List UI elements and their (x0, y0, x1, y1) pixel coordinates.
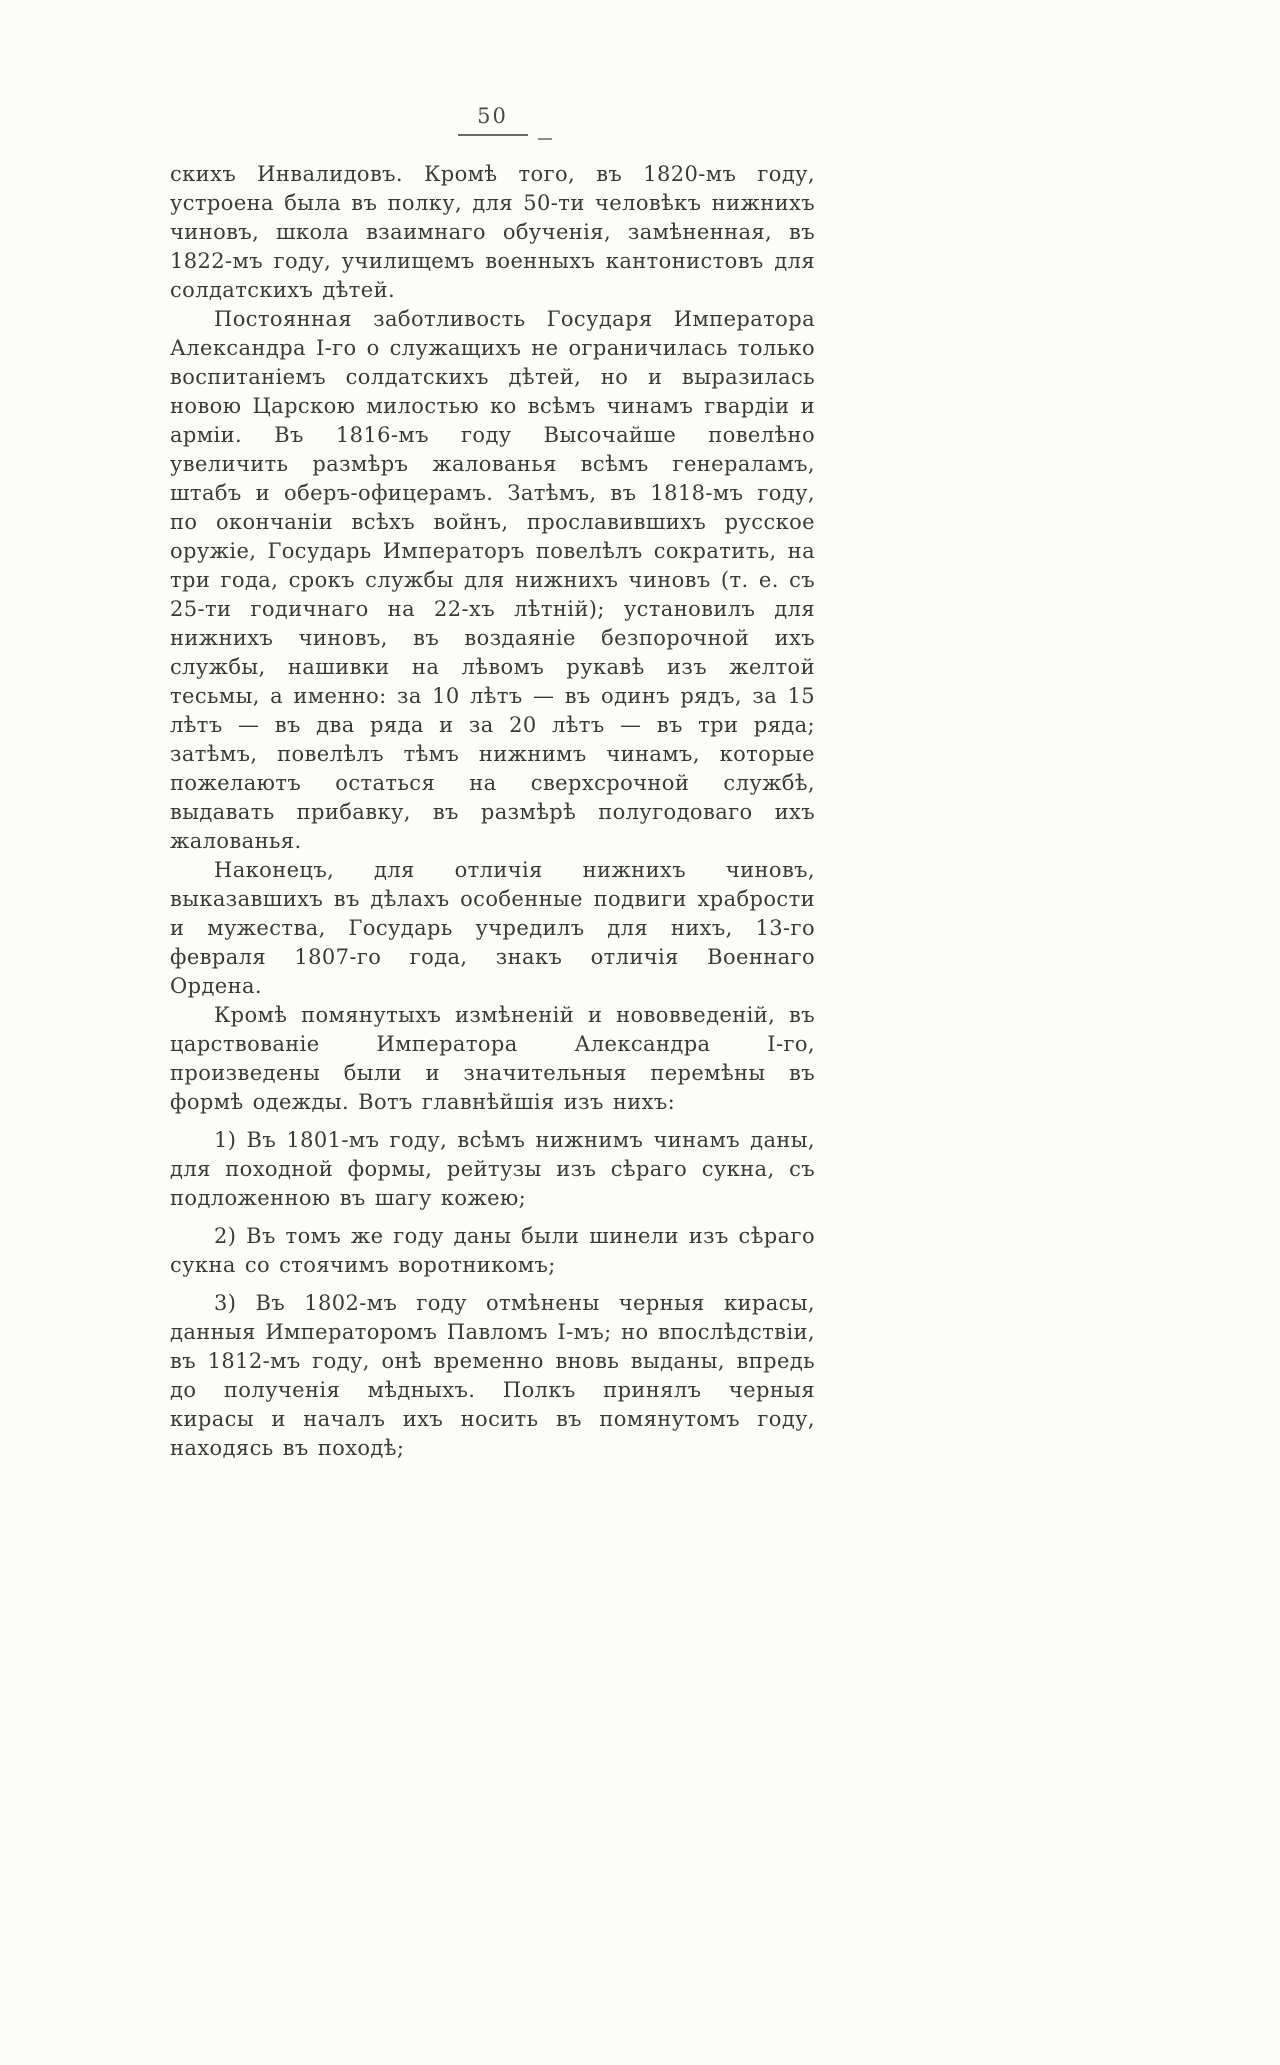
page-number-tick (538, 138, 552, 140)
page-number: 50 (477, 104, 508, 128)
paragraph: скихъ Инвалидовъ. Кромѣ того, въ 1820-мъ году, устроена была въ полку, для 50-ти человѣкъ нижнихъ чиновъ, школа взаимнаго обученія, замѣненная, въ 1822-мъ году, училищемъ военныхъ кантонистовъ для солдатскихъ дѣтей. (170, 162, 815, 302)
paragraph: 2) Въ томъ же году даны были шинели изъ сѣраго сукна со стоячимъ воротникомъ; (170, 1224, 815, 1277)
paragraph: Наконецъ, для отличія нижнихъ чиновъ, выказавшихъ въ дѣлахъ особенные подвиги храбрости и мужества, Государь учредилъ для нихъ, 13-го февраля 1807-го года, знакъ отличія Военнаго Ордена. (170, 858, 815, 998)
text-block (170, 160, 815, 1463)
page-header (170, 104, 815, 136)
page-number-rule (458, 134, 528, 136)
paragraph: 1) Въ 1801-мъ году, всѣмъ нижнимъ чинамъ даны, для походной формы, рейтузы изъ сѣраго сукна, съ подложенною въ шагу кожею; (170, 1128, 815, 1210)
paragraph: Кромѣ помянутыхъ измѣненій и нововведеній, въ царствованіе Императора Александра I-го, произведены были и значительныя перемѣны въ формѣ одежды. Вотъ главнѣйшія изъ нихъ: (170, 1003, 815, 1114)
paragraph: 3) Въ 1802-мъ году отмѣнены черныя кирасы, данныя Императоромъ Павломъ I-мъ; но впослѣдствіи, въ 1812-мъ году, онѣ временно вновь выданы, впредь до полученія мѣдныхъ. Полкъ принялъ черныя кирасы и началъ ихъ носить въ помянутомъ году, находясь въ походѣ; (170, 1291, 815, 1460)
paragraph: Постоянная заботливость Государя Императора Александра I-го о служащихъ не ограничилась только воспитаніемъ солдатскихъ дѣтей, но и выразилась новою Царскою милостью ко всѣмъ чинамъ гвардіи и арміи. Въ 1816-мъ году Высочайше повелѣно увеличить размѣръ жалованья всѣмъ генераламъ, штабъ и оберъ-офицерамъ. Затѣмъ, въ 1818-мъ году, по окончаніи всѣхъ войнъ, прославившихъ русское оружіе, Государь Императоръ повелѣлъ сократить, на три года, срокъ службы для нижнихъ чиновъ (т. е. съ 25-ти годичнаго на 22-хъ лѣтній); установилъ для нижнихъ чиновъ, въ воздаяніе безпорочной ихъ службы, нашивки на лѣвомъ рукавѣ изъ желтой тесьмы, а именно: за 10 лѣтъ — въ одинъ рядъ, за 15 лѣтъ — въ два ряда и за 20 лѣтъ — въ три ряда; затѣмъ, повелѣлъ тѣмъ нижнимъ чинамъ, которые пожелаютъ остаться на сверхсрочной службѣ, выдавать прибавку, въ размѣрѣ полугодоваго ихъ жалованья. (170, 307, 815, 853)
